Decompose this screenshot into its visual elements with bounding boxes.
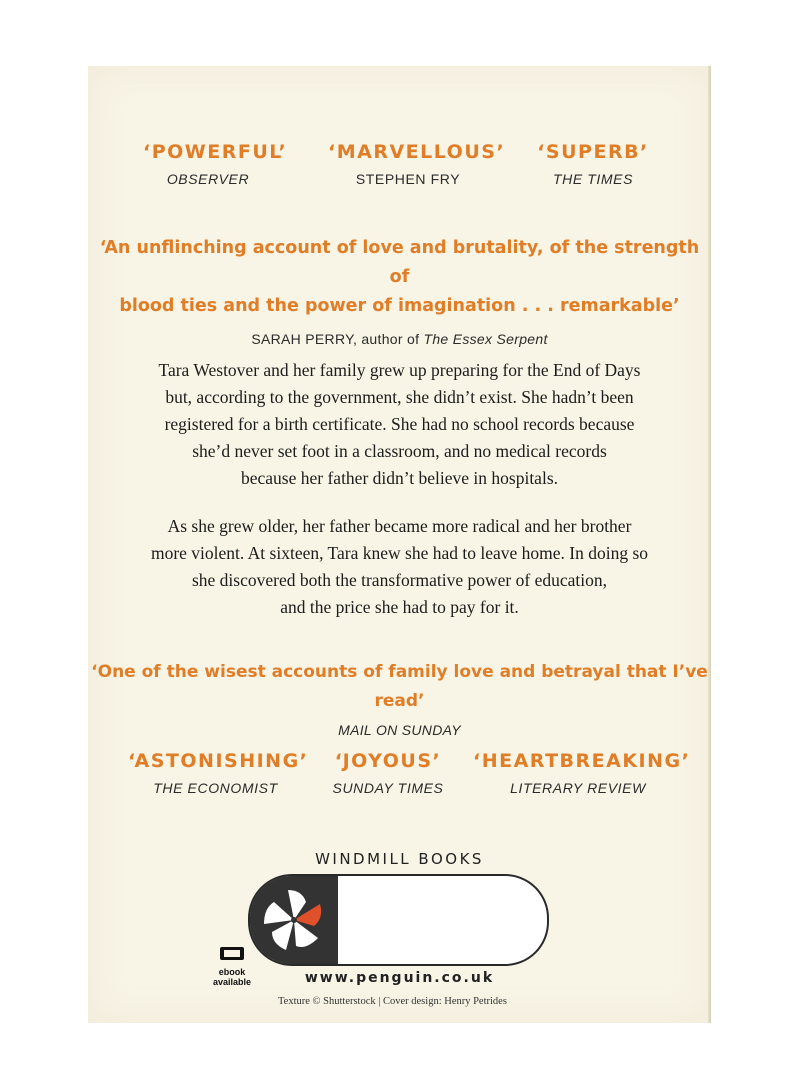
accolade-source: SUNDAY TIMES: [332, 780, 444, 796]
source-book: The Essex Serpent: [423, 331, 548, 347]
blurb-line: As she grew older, her father became more radical and her brother: [167, 516, 632, 536]
source-name: SARAH PERRY,: [251, 331, 362, 347]
accolade-quote: ‘HEARTBREAKING’: [473, 750, 691, 772]
accolade-5: [323, 750, 453, 796]
blurb-paragraph-2: [88, 513, 711, 621]
blurb-line: because her father didn’t believe in hospitals.: [241, 468, 558, 488]
ebook-label: ebook: [218, 967, 246, 977]
blurb-line: and the price she had to pay for it.: [280, 597, 519, 617]
accolade-quote: ‘ASTONISHING’: [128, 750, 309, 772]
featured-quote: [88, 234, 711, 347]
ebook-label: available: [212, 977, 252, 987]
accolade-4: [128, 750, 309, 796]
blurb-paragraph-1: [88, 357, 711, 492]
accolade-quote: ‘POWERFUL’: [143, 141, 288, 163]
accolade-quote: ‘MARVELLOUS’: [328, 141, 506, 163]
blurb-line: she’d never set foot in a classroom, and no medical records: [192, 441, 607, 461]
blurb-line: but, according to the government, she didn’t exist. She hadn’t been: [165, 387, 634, 407]
accolade-source: STEPHEN FRY: [355, 171, 461, 187]
accolade-source: OBSERVER: [166, 171, 250, 187]
blurb-line: Tara Westover and her family grew up preparing for the End of Days: [158, 360, 641, 380]
second-quote-source: MAIL ON SUNDAY: [338, 722, 461, 738]
second-quote: [88, 658, 711, 738]
accolade-source: LITERARY REVIEW: [510, 780, 646, 796]
website-url: www.penguin.co.uk: [304, 970, 495, 986]
featured-quote-source: [88, 331, 711, 347]
publisher-name: WINDMILL BOOKS: [315, 850, 484, 868]
blurb-line: more violent. At sixteen, Tara knew she had to leave home. In doing so: [150, 543, 649, 563]
blurb-line: she discovered both the transformative power of education,: [191, 570, 607, 590]
accolade-source: THE TIMES: [552, 171, 634, 187]
cover-credits: Texture © Shutterstock | Cover design: Henry Petrides: [278, 996, 507, 1007]
second-quote-text: ‘One of the wisest accounts of family love and betrayal that I’ve read’: [91, 662, 708, 711]
accolade-1: [143, 141, 288, 187]
ebook-badge: [212, 946, 252, 987]
accolade-source: THE ECONOMIST: [153, 780, 278, 796]
accolade-3: [533, 141, 653, 187]
accolade-quote: ‘JOYOUS’: [334, 750, 442, 772]
ebook-device-icon: [217, 946, 247, 962]
featured-quote-line: ‘An unflinching account of love and brutality, of the strength of: [99, 238, 700, 287]
accolade-quote: ‘SUPERB’: [537, 141, 649, 163]
book-back-cover: [88, 66, 711, 1023]
accolade-6: [473, 750, 691, 796]
accolade-2: [328, 141, 506, 187]
featured-quote-line: blood ties and the power of imagination . . . remarkable’: [119, 296, 680, 316]
source-author-of: author of: [361, 331, 424, 347]
barcode-box: [248, 874, 549, 966]
windmill-logo-icon: [250, 876, 338, 964]
blurb-line: registered for a birth certificate. She had no school records because: [164, 414, 635, 434]
